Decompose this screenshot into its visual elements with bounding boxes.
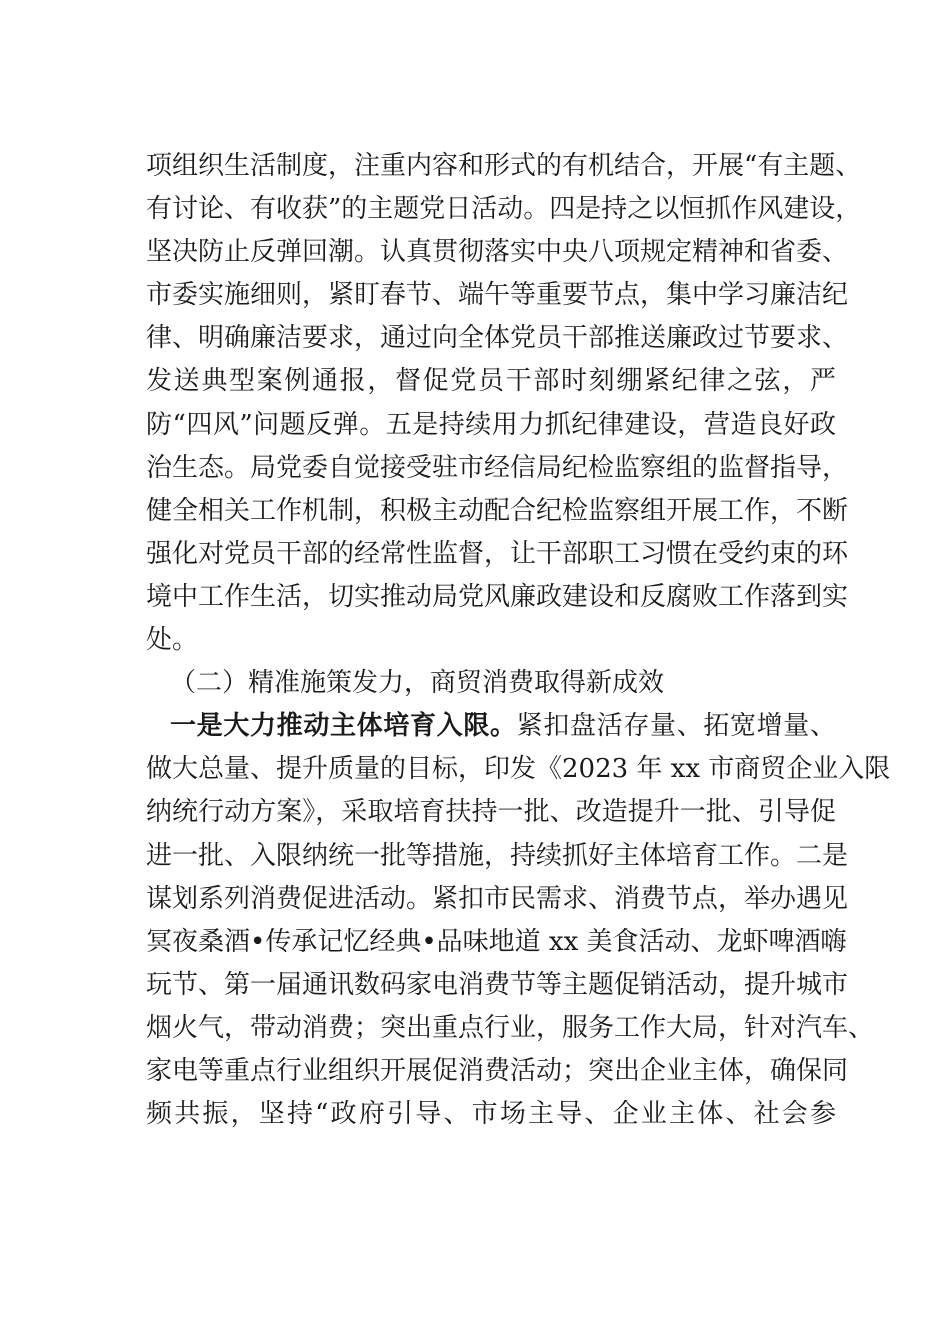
paragraph-line: 市委实施细则，紧盯春节、端午等重要节点，集中学习廉洁纪 xyxy=(146,280,849,311)
paragraph-commerce-consumption xyxy=(146,705,891,1136)
paragraph-line: 健全相关工作机制，积极主动配合纪检监察组开展工作，不断 xyxy=(146,495,849,526)
paragraph-lead-rest: 紧扣盘活存量、拓宽增量、 xyxy=(516,711,836,742)
document-body xyxy=(146,145,891,1136)
paragraph-party-conduct xyxy=(146,145,862,662)
paragraph-line: 坚决防止反弹回潮。认真贯彻落实中央八项规定精神和省委、 xyxy=(146,237,849,268)
paragraph-lead-phrase: 一是大力推动主体培育入限。 xyxy=(170,711,517,742)
section-heading: （二）精准施策发力，商贸消费取得新成效 xyxy=(170,668,665,699)
paragraph-line: 防“四风”问题反弹。五是持续用力抓纪律建设，营造良好政 xyxy=(146,409,836,440)
paragraph-line: 境中工作生活，切实推动局党风廉政建设和反腐败工作落到实 xyxy=(146,581,849,612)
paragraph-line: 治生态。局党委自觉接受驻市经信局纪检监察组的监督指导， xyxy=(146,452,849,483)
paragraph-line: 处。 xyxy=(146,625,199,656)
paragraph-line: 做大总量、提升质量的目标，印发《2023 年 xx 市商贸企业入限 xyxy=(146,754,891,785)
paragraph-line: 进一批、入限纳统一批等措施，持续抓好主体培育工作。二是 xyxy=(146,840,849,871)
paragraph-line: 谋划系列消费促进活动。紧扣市民需求、消费节点，举办遇见 xyxy=(146,883,849,914)
paragraph-line: 发送典型案例通报，督促党员干部时刻绷紧纪律之弦，严 xyxy=(146,366,836,397)
paragraph-line: 烟火气，带动消费；突出重点行业，服务工作大局，针对汽车、 xyxy=(146,1012,875,1043)
paragraph-line: 频共振，坚持“政府引导、市场主导、企业主体、社会参 xyxy=(146,1099,836,1130)
paragraph-line: 强化对党员干部的经常性监督，让干部职工习惯在受约束的环 xyxy=(146,538,849,569)
paragraph-line: 家电等重点行业组织开展促消费活动；突出企业主体，确保同 xyxy=(146,1055,849,1086)
paragraph-line: 律、明确廉洁要求，通过向全体党员干部推送廉政过节要求、 xyxy=(146,323,849,354)
paragraph-first-line xyxy=(146,705,836,748)
paragraph-line: 冥夜桑酒•传承记忆经典•品味地道 xx 美食活动、龙虾啤酒嗨 xyxy=(146,926,847,957)
paragraph-line: 玩节、第一届通讯数码家电消费节等主题促销活动，提升城市 xyxy=(146,969,849,1000)
paragraph-line: 纳统行动方案》，采取培育扶持一批、改造提升一批、引导促 xyxy=(146,797,836,828)
paragraph-line: 有讨论、有收获”的主题党日活动。四是持之以恒抓作风建设， xyxy=(146,194,862,225)
paragraph-line: 项组织生活制度，注重内容和形式的有机结合，开展“有主题、 xyxy=(146,151,862,181)
